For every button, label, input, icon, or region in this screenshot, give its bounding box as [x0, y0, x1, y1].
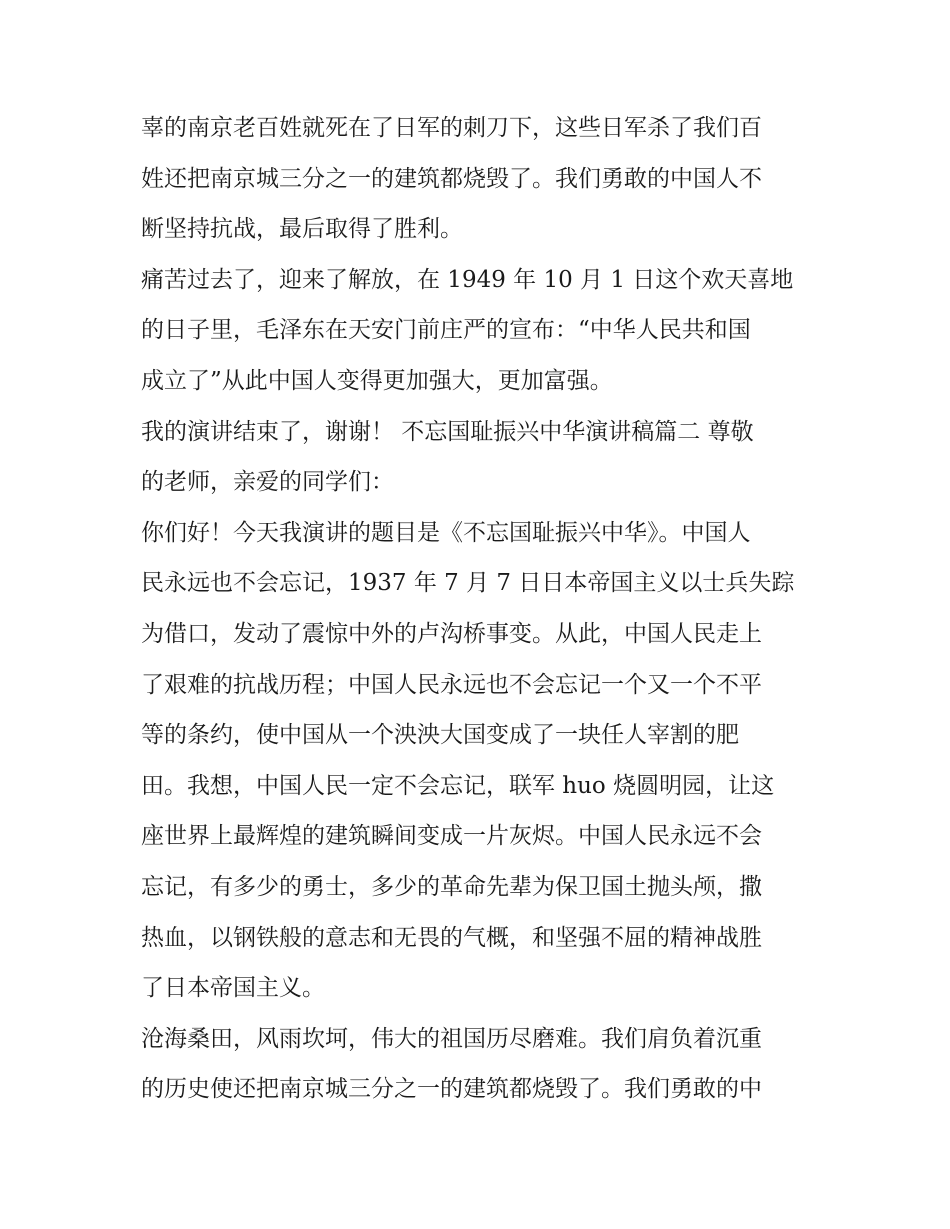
text-line: 辜的南京老百姓就死在了日军的刺刀下，这些日军杀了我们百: [141, 115, 762, 141]
body-text: [141, 103, 821, 1115]
text-line: 为借口，发动了震惊中外的卢沟桥事变。从此，中国人民走上: [141, 620, 762, 647]
text-line: 忘记，有多少的勇士，多少的革命先辈为保卫国土抛头颅，撒: [141, 873, 762, 900]
text-line: 沧海桑田，风雨坎坷，伟大的祖国历尽磨难。我们肩负着沉重: [141, 1025, 762, 1052]
text-line: 田。我想，中国人民一定不会忘记，联军 huo 烧圆明园，让这: [141, 772, 775, 799]
text-line: 你们好！今天我演讲的题目是《不忘国耻振兴中华》。中国人: [141, 519, 751, 546]
text-line: 了艰难的抗战历程；中国人民永远也不会忘记一个又一个不平: [141, 671, 762, 698]
text-line: 热血，以钢铁般的意志和无畏的气概，和坚强不屈的精神战胜: [141, 924, 762, 951]
text-line: 的历史使还把南京城三分之一的建筑都烧毁了。我们勇敢的中: [141, 1076, 762, 1103]
text-line: 痛苦过去了，迎来了解放，在 1949 年 10 月 1 日这个欢天喜地: [141, 266, 794, 293]
text-line: 断坚持抗战，最后取得了胜利。: [141, 216, 463, 243]
text-line: 座世界上最辉煌的建筑瞬间变成一片灰烬。中国人民永远不会: [141, 823, 762, 850]
text-line: 了日本帝国主义。: [141, 975, 325, 1002]
text-line: 等的条约，使中国从一个泱泱大国变成了一块任人宰割的肥: [141, 722, 739, 749]
text-line: 的日子里，毛泽东在天安门前庄严的宣布：“中华人民共和国: [141, 317, 751, 344]
text-line: 姓还把南京城三分之一的建筑都烧毁了。我们勇敢的中国人不: [141, 165, 762, 192]
text-line: 的老师，亲爱的同学们：: [141, 469, 394, 496]
text-line: 民永远也不会忘记，1937 年 7 月 7 日日本帝国主义以士兵失踪: [141, 570, 795, 597]
text-line: 成立了”从此中国人变得更加强大，更加富强。: [141, 367, 613, 394]
text-line: 我的演讲结束了，谢谢！ 不忘国耻振兴中华演讲稿篇二 尊敬: [141, 418, 754, 445]
